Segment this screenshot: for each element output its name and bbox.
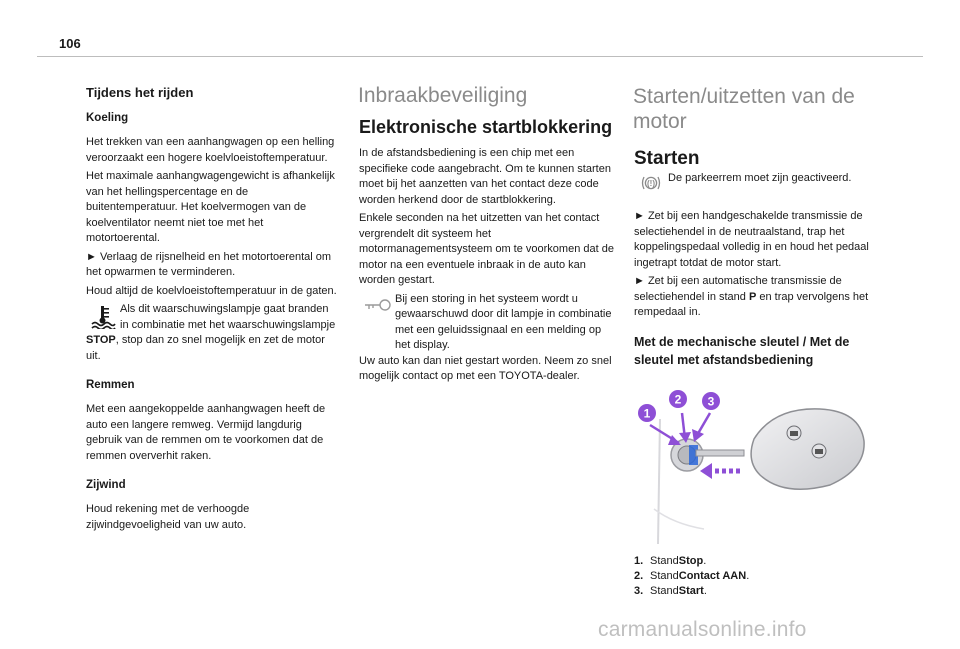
list-item: 3. Stand Start . — [634, 584, 707, 597]
cooling-paragraph-3: Houd altijd de koelvloeistoftemperatuur in de gaten. — [86, 284, 337, 297]
section-heading-driving: Tijdens het rijden — [86, 85, 194, 100]
callout-2-label: 2 — [674, 392, 682, 406]
column-driving — [86, 82, 340, 536]
brakes-paragraph: Met een aangekoppelde aanhangwagen heeft de auto een langere remweg. Vermijd langdurig gebruik van de remmen om te voorkomen dat de remmen oververhit raken. — [86, 403, 326, 462]
title-anti-theft: Inbraakbeveiliging — [358, 84, 528, 107]
list-item: 2. Stand Contact AAN . — [634, 569, 750, 582]
warning-text-main: Als dit waarschuwingslampje gaat branden in combinatie met het waarschuwingslampje — [120, 303, 336, 331]
subtitle-immobiliser: Elektronische startblokkering — [359, 117, 613, 137]
coolant-temperature-icon — [86, 302, 120, 332]
immobiliser-paragraph-2: Enkele seconden na het uitzetten van het contact vergrendelt dit systeem het motormanagementsysteem om te voorkomen dat de motor na een eventuele inbraak in de auto kan worden gestart. — [359, 212, 614, 286]
header-divider — [37, 56, 923, 57]
callout-3-label: 3 — [707, 394, 715, 408]
cooling-paragraph-1: Het trekken van een aanhangwagen op een helling veroorzaakt een hogere koelvloeistoftemperatuur. — [86, 136, 335, 164]
auto-bullet-text-c: en trap vervolgens het rempedaal in. — [634, 290, 869, 318]
parking-brake-text: De parkeerrem moet zijn geactiveerd. — [668, 172, 852, 184]
crosswind-paragraph: Houd rekening met de verhoogde zijwindgevoeligheid van uw auto. — [86, 503, 250, 531]
ignition-positions-list — [634, 554, 878, 599]
cooling-bullet: ► Verlaag de rijsnelheid en het motortoerental om het opwarmen te verminderen. — [86, 250, 332, 278]
ignition-key-illustration — [634, 379, 878, 544]
key-warning-icon — [359, 292, 395, 318]
warning-rest: , stop dan zo snel mogelijk en zet de motor uit. — [86, 334, 325, 362]
page-number: 106 — [59, 36, 81, 51]
dashboard-edge — [658, 419, 660, 544]
watermark: carmanualsonline.info — [598, 618, 807, 641]
svg-text:(!): (!) — [647, 179, 655, 188]
automatic-transmission-bullet — [634, 274, 878, 321]
gear-p-label: P — [748, 290, 757, 303]
immobiliser-note — [359, 292, 617, 354]
callout-1-label: 1 — [643, 406, 651, 420]
warning-continuation — [86, 333, 340, 364]
immobiliser-paragraph-1: In de afstandsbediening is een chip met een specifieke code aangebracht. Om te kunnen starten moet bij het aanzetten van het contact deze code worden herkend door de startblokkering. — [359, 147, 611, 206]
title-start-stop: Starten/uitzetten van de motor — [633, 85, 855, 133]
key-blade — [696, 450, 744, 456]
column-anti-theft — [359, 82, 617, 388]
manual-transmission-bullet: ► Zet bij een handgeschakelde transmissie de selectiehendel in de neutraalstand, trap het koppelingspedaal volledig in en houd het pedaal ingetrapt totdat de motor start. — [634, 210, 869, 269]
immobiliser-paragraph-3: Uw auto kan dan niet gestart worden. Neem zo snel mogelijk contact op met een TOYOTA-dealer. — [359, 354, 612, 382]
immobiliser-note-text: Bij een storing in het systeem wordt u gewaarschuwd door dit lampje in combinatie met een geluidssignaal en een melding op het display. — [395, 292, 612, 351]
subheading-crosswind: Zijwind — [86, 479, 126, 491]
subheading-brakes: Remmen — [86, 379, 135, 391]
key-fob — [751, 408, 864, 488]
auto-bullet-text-a: ► Zet bij een automatische transmissie de selectiehendel in stand — [634, 275, 842, 303]
subheading-cooling: Koeling — [86, 112, 129, 124]
subheading-key-types: Met de mechanische sleutel / Met de sleutel met afstandsbediening — [634, 334, 850, 367]
stop-label: STOP — [86, 334, 116, 346]
subtitle-starting: Starten — [634, 148, 700, 169]
parking-brake-icon — [634, 171, 668, 195]
parking-brake-note — [634, 171, 878, 195]
column-starting — [634, 82, 878, 599]
warning-text — [120, 302, 340, 333]
coolant-warning — [86, 302, 340, 333]
cooling-paragraph-2: Het maximale aanhangwagengewicht is afhankelijk van het hellingspercentage en de buitentemperatuur. Het koelvermogen van de koelventilator neemt niet toe met het motortoerental. — [86, 170, 335, 244]
list-item: 1. Stand Stop . — [634, 554, 707, 567]
